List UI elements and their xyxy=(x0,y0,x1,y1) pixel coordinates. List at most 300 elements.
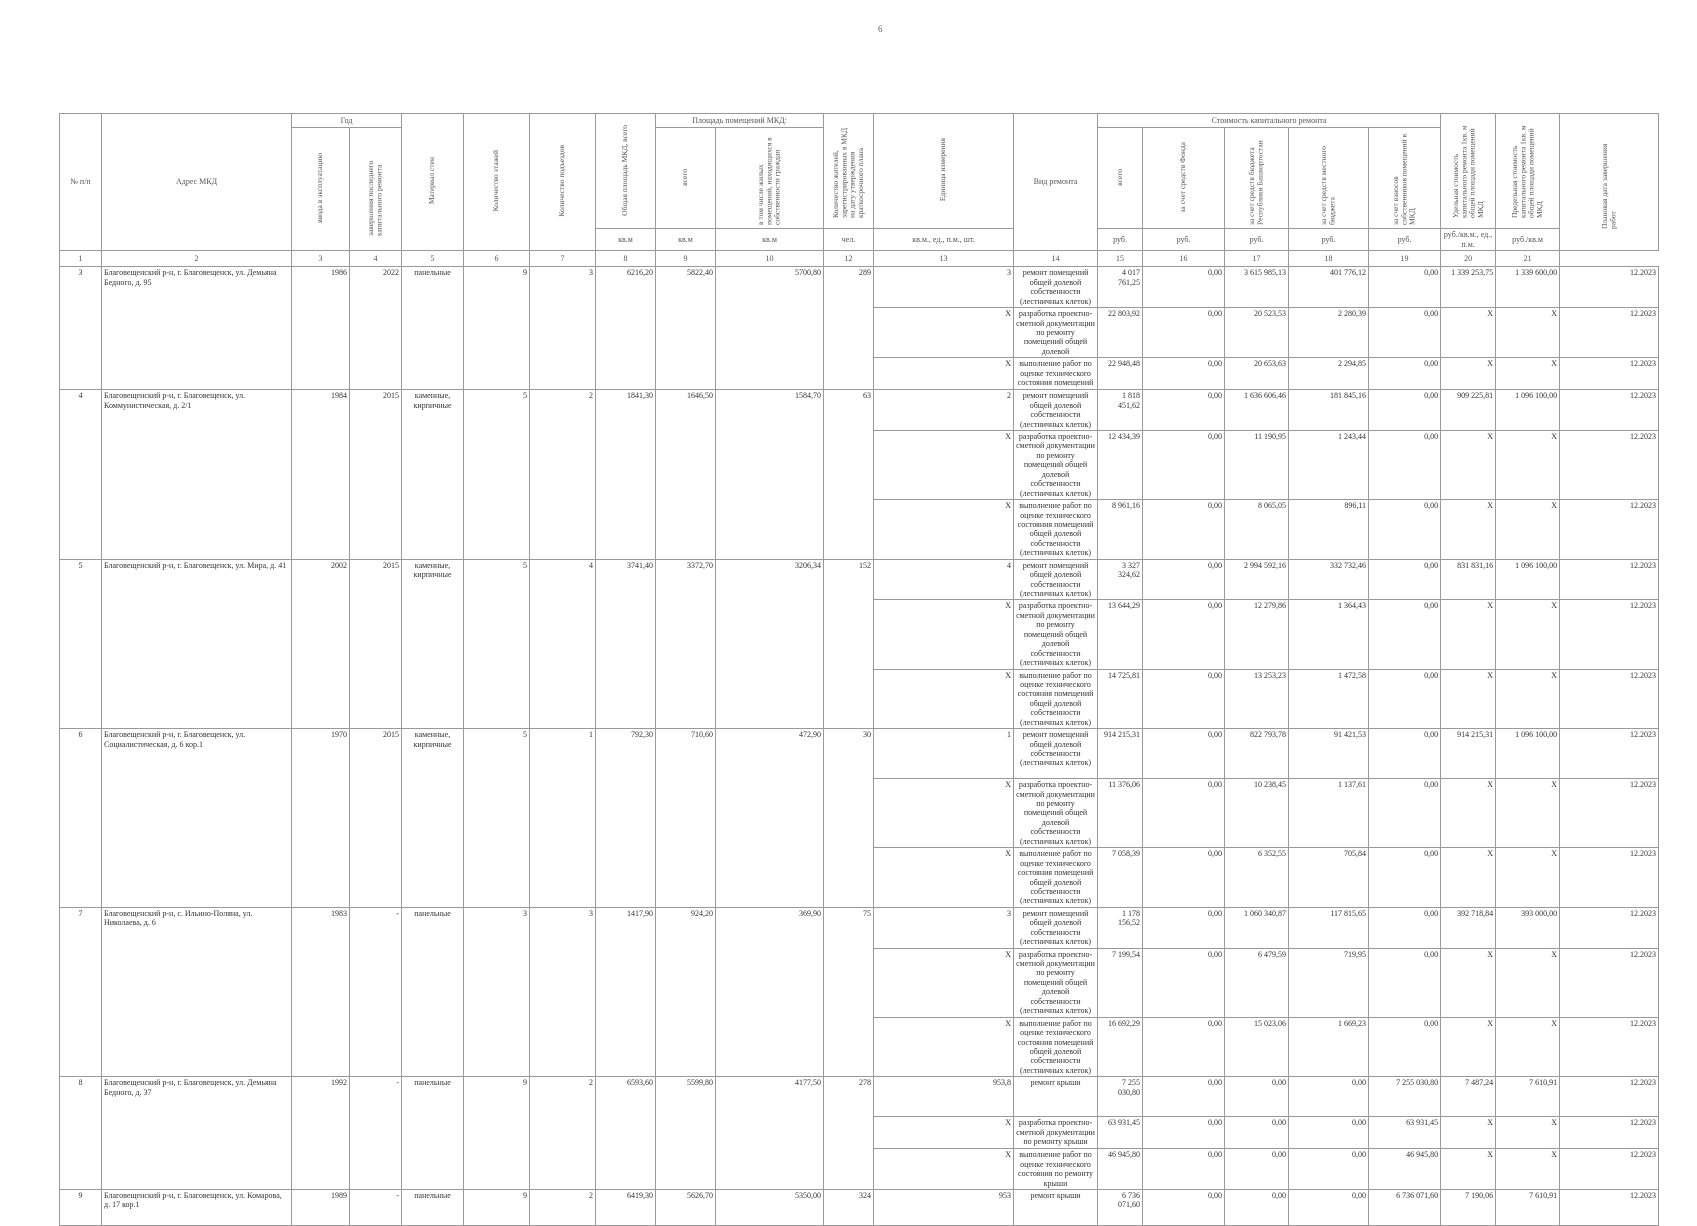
cost-republic: 1 636 606,46 xyxy=(1225,390,1289,431)
work-unit: 2 xyxy=(874,390,1014,431)
cost-local: 401 776,12 xyxy=(1289,267,1369,308)
repair-type: разработка проектно-сметной документации по ремонту помещений общей долевой собственности (лестничных клеток) xyxy=(1014,600,1098,669)
cost-local: 1 364,43 xyxy=(1289,600,1369,669)
year-built: 1986 xyxy=(292,267,350,390)
specific-cost: Х xyxy=(1441,1017,1496,1077)
repair-type: выполнение работ по оценке технического состояния по ремонту крыши xyxy=(1014,1149,1098,1190)
premises-area-total: 5626,70 xyxy=(656,1190,716,1226)
specific-cost: Х xyxy=(1441,308,1496,358)
work-unit: 3 xyxy=(874,907,1014,948)
year-last-repair: - xyxy=(350,1190,402,1226)
premises-area-owned: 369,90 xyxy=(716,907,824,1076)
house-address: Благовещенский р-н, г. Благовещенск, ул. Коммунистическая, д. 2/1 xyxy=(102,390,292,559)
header-specific-cost: Удельная стоимость капитального ремонта 1кв. м общей площади помещений МКД xyxy=(1441,114,1496,229)
repair-type: выполнение работ по оценке технического состояния помещений общей долевой собственности (лестничных клеток) xyxy=(1014,500,1098,560)
planned-date: 12.2023 xyxy=(1560,729,1659,779)
cost-fund: 0,00 xyxy=(1143,948,1225,1017)
specific-cost: Х xyxy=(1441,1117,1496,1149)
row-number: 6 xyxy=(60,729,102,908)
header-premises-area: Площадь помещений МКД: xyxy=(656,114,824,128)
header-entrances: Количество подъездов xyxy=(530,114,596,251)
cost-total: 12 434,39 xyxy=(1098,431,1143,500)
work-unit: Х xyxy=(874,1149,1014,1190)
residents-count: 63 xyxy=(824,390,874,559)
max-cost: Х xyxy=(1496,848,1560,908)
max-cost: 7 610,91 xyxy=(1496,1190,1560,1226)
premises-area-total: 5599,80 xyxy=(656,1077,716,1190)
cost-total: 22 948,48 xyxy=(1098,358,1143,390)
row-number: 3 xyxy=(60,267,102,390)
planned-date: 12.2023 xyxy=(1560,559,1659,600)
header-max-cost: Предельная стоимость капитального ремонта 1кв. м общей площади помещений МКД xyxy=(1496,114,1560,229)
max-cost: Х xyxy=(1496,669,1560,729)
column-number: 1 xyxy=(60,251,102,267)
entrances-count: 2 xyxy=(530,1190,596,1226)
table-row xyxy=(60,1190,1659,1226)
premises-area-total: 1646,50 xyxy=(656,390,716,559)
cost-fund: 0,00 xyxy=(1143,358,1225,390)
repair-plan-table xyxy=(59,113,1659,1226)
cost-republic: 3 615 985,13 xyxy=(1225,267,1289,308)
repair-type: выполнение работ по оценке технического состояния помещений xyxy=(1014,358,1098,390)
work-unit: Х xyxy=(874,1117,1014,1149)
cost-fund: 0,00 xyxy=(1143,1149,1225,1190)
header-year-last-repair: завершения последнего капитального ремонта xyxy=(350,128,402,251)
cost-owners: 0,00 xyxy=(1369,779,1441,848)
repair-type: разработка проектно-сметной документации по ремонту помещений общей долевой собственности (лестничных клеток) xyxy=(1014,948,1098,1017)
cost-republic: 12 279,86 xyxy=(1225,600,1289,669)
cost-local: 896,11 xyxy=(1289,500,1369,560)
cost-owners: 0,00 xyxy=(1369,907,1441,948)
unit-c15: руб. xyxy=(1143,229,1225,251)
cost-fund: 0,00 xyxy=(1143,1190,1225,1226)
residents-count: 30 xyxy=(824,729,874,908)
repair-type: разработка проектно-сметной документации по ремонту крыши xyxy=(1014,1117,1098,1149)
floors-count: 5 xyxy=(464,729,530,908)
cost-republic: 13 253,23 xyxy=(1225,669,1289,729)
cost-local: 332 732,46 xyxy=(1289,559,1369,600)
total-area: 6216,20 xyxy=(596,267,656,390)
row-number: 5 xyxy=(60,559,102,728)
cost-local: 1 472,58 xyxy=(1289,669,1369,729)
planned-date: 12.2023 xyxy=(1560,669,1659,729)
wall-material: панельные xyxy=(402,1190,464,1226)
cost-total: 16 692,29 xyxy=(1098,1017,1143,1077)
premises-area-total: 924,20 xyxy=(656,907,716,1076)
work-unit: Х xyxy=(874,848,1014,908)
cost-local: 0,00 xyxy=(1289,1077,1369,1117)
floors-count: 5 xyxy=(464,390,530,559)
cost-owners: 0,00 xyxy=(1369,308,1441,358)
column-number: 17 xyxy=(1225,251,1289,267)
table-row xyxy=(60,1077,1659,1117)
cost-fund: 0,00 xyxy=(1143,431,1225,500)
cost-fund: 0,00 xyxy=(1143,600,1225,669)
floors-count: 3 xyxy=(464,907,530,1076)
wall-material: каменные, кирпичные xyxy=(402,729,464,908)
header-cost: Стоимость капитального ремонта xyxy=(1098,114,1441,128)
column-number: 19 xyxy=(1369,251,1441,267)
cost-republic: 10 238,45 xyxy=(1225,779,1289,848)
table-row xyxy=(60,907,1659,948)
residents-count: 278 xyxy=(824,1077,874,1190)
specific-cost: Х xyxy=(1441,779,1496,848)
work-unit: Х xyxy=(874,358,1014,390)
max-cost: Х xyxy=(1496,600,1560,669)
work-unit: Х xyxy=(874,1017,1014,1077)
cost-local: 1 669,23 xyxy=(1289,1017,1369,1077)
planned-date: 12.2023 xyxy=(1560,779,1659,848)
unit-c16: руб. xyxy=(1225,229,1289,251)
entrances-count: 2 xyxy=(530,1077,596,1190)
wall-material: панельные xyxy=(402,1077,464,1190)
cost-total: 7 199,54 xyxy=(1098,948,1143,1017)
unit-c18: руб. xyxy=(1369,229,1441,251)
work-unit: Х xyxy=(874,779,1014,848)
total-area: 3741,40 xyxy=(596,559,656,728)
premises-area-owned: 5350,00 xyxy=(716,1190,824,1226)
planned-date: 12.2023 xyxy=(1560,500,1659,560)
total-area: 6419,30 xyxy=(596,1190,656,1226)
cost-republic: 20 523,53 xyxy=(1225,308,1289,358)
table-body xyxy=(60,267,1659,1226)
specific-cost: Х xyxy=(1441,358,1496,390)
cost-owners: 0,00 xyxy=(1369,500,1441,560)
cost-fund: 0,00 xyxy=(1143,390,1225,431)
premises-area-total: 710,60 xyxy=(656,729,716,908)
column-number: 10 xyxy=(716,251,824,267)
column-number: 9 xyxy=(656,251,716,267)
repair-type: ремонт крыши xyxy=(1014,1077,1098,1117)
residents-count: 289 xyxy=(824,267,874,390)
cost-owners: 0,00 xyxy=(1369,559,1441,600)
cost-republic: 0,00 xyxy=(1225,1077,1289,1117)
max-cost: 1 096 100,00 xyxy=(1496,390,1560,431)
column-number: 16 xyxy=(1143,251,1225,267)
cost-total: 63 931,45 xyxy=(1098,1117,1143,1149)
cost-republic: 822 793,78 xyxy=(1225,729,1289,779)
year-last-repair: 2015 xyxy=(350,729,402,908)
planned-date: 12.2023 xyxy=(1560,267,1659,308)
total-area: 792,30 xyxy=(596,729,656,908)
cost-total: 1 178 156,52 xyxy=(1098,907,1143,948)
total-area: 1841,30 xyxy=(596,390,656,559)
planned-date: 12.2023 xyxy=(1560,1077,1659,1117)
cost-fund: 0,00 xyxy=(1143,729,1225,779)
cost-republic: 8 065,05 xyxy=(1225,500,1289,560)
premises-area-owned: 1584,70 xyxy=(716,390,824,559)
header-year-commission: ввода в эксплуатацию xyxy=(292,128,350,251)
header-owners: за счет взносов собственников помещений в МКД xyxy=(1369,128,1441,229)
residents-count: 152 xyxy=(824,559,874,728)
year-last-repair: 2015 xyxy=(350,390,402,559)
column-number-row xyxy=(60,251,1659,267)
cost-fund: 0,00 xyxy=(1143,1117,1225,1149)
planned-date: 12.2023 xyxy=(1560,948,1659,1017)
floors-count: 9 xyxy=(464,1190,530,1226)
specific-cost: 909 225,81 xyxy=(1441,390,1496,431)
cost-republic: 2 994 592,16 xyxy=(1225,559,1289,600)
cost-republic: 6 352,55 xyxy=(1225,848,1289,908)
column-number: 3 xyxy=(292,251,350,267)
max-cost: Х xyxy=(1496,308,1560,358)
wall-material: каменные, кирпичные xyxy=(402,390,464,559)
cost-republic: 20 653,63 xyxy=(1225,358,1289,390)
specific-cost: Х xyxy=(1441,600,1496,669)
max-cost: Х xyxy=(1496,1017,1560,1077)
cost-owners: 0,00 xyxy=(1369,600,1441,669)
cost-owners: 0,00 xyxy=(1369,669,1441,729)
cost-republic: 0,00 xyxy=(1225,1149,1289,1190)
year-last-repair: - xyxy=(350,907,402,1076)
header-repair-type: Вид ремонта xyxy=(1014,114,1098,251)
planned-date: 12.2023 xyxy=(1560,390,1659,431)
cost-fund: 0,00 xyxy=(1143,267,1225,308)
table-row xyxy=(60,729,1659,779)
residents-count: 75 xyxy=(824,907,874,1076)
specific-cost: Х xyxy=(1441,431,1496,500)
work-unit: Х xyxy=(874,500,1014,560)
cost-republic: 1 060 340,87 xyxy=(1225,907,1289,948)
cost-fund: 0,00 xyxy=(1143,907,1225,948)
cost-total: 22 803,92 xyxy=(1098,308,1143,358)
cost-local: 0,00 xyxy=(1289,1149,1369,1190)
house-address: Благовещенский р-н, г. Благовещенск, ул. Демьяна Бедного, д. 95 xyxy=(102,267,292,390)
house-address: Благовещенский р-н, г. Благовещенск, ул. Комарова, д. 17 кор.1 xyxy=(102,1190,292,1226)
specific-cost: Х xyxy=(1441,669,1496,729)
unit-c9: кв.м xyxy=(656,229,716,251)
column-number: 14 xyxy=(1014,251,1098,267)
residents-count: 324 xyxy=(824,1190,874,1226)
cost-local: 2 294,85 xyxy=(1289,358,1369,390)
cost-owners: 63 931,45 xyxy=(1369,1117,1441,1149)
max-cost: Х xyxy=(1496,1117,1560,1149)
cost-total: 13 644,29 xyxy=(1098,600,1143,669)
year-built: 2002 xyxy=(292,559,350,728)
cost-total: 4 017 761,25 xyxy=(1098,267,1143,308)
repair-type: выполнение работ по оценке технического состояния помещений общей долевой собственности (лестничных клеток) xyxy=(1014,1017,1098,1077)
header-residents: Количество жителей, зарегистрированных в МКД на дату утверждения краткосрочного плана xyxy=(824,114,874,229)
header-unit: Единица измерения xyxy=(874,114,1014,229)
header-floors: Количество этажей xyxy=(464,114,530,251)
max-cost: 1 339 600,00 xyxy=(1496,267,1560,308)
cost-owners: 0,00 xyxy=(1369,431,1441,500)
column-number: 6 xyxy=(464,251,530,267)
cost-total: 6 736 071,60 xyxy=(1098,1190,1143,1226)
header-year: Год xyxy=(292,114,402,128)
entrances-count: 3 xyxy=(530,267,596,390)
max-cost: 7 610,91 xyxy=(1496,1077,1560,1117)
cost-total: 1 818 451,62 xyxy=(1098,390,1143,431)
house-address: Благовещенский р-н, г. Благовещенск, ул. Мира, д. 41 xyxy=(102,559,292,728)
repair-type: ремонт помещений общей долевой собственности (лестничных клеток) xyxy=(1014,267,1098,308)
unit-c19: руб./кв.м., ед., п.м. xyxy=(1441,229,1496,251)
cost-total: 11 376,06 xyxy=(1098,779,1143,848)
column-number: 2 xyxy=(102,251,292,267)
repair-type: выполнение работ по оценке технического состояния помещений общей долевой собственности (лестничных клеток) xyxy=(1014,669,1098,729)
cost-total: 3 327 324,62 xyxy=(1098,559,1143,600)
column-number: 13 xyxy=(874,251,1014,267)
premises-area-owned: 5700,80 xyxy=(716,267,824,390)
row-number: 4 xyxy=(60,390,102,559)
unit-c10: кв.м xyxy=(716,229,824,251)
planned-date: 12.2023 xyxy=(1560,848,1659,908)
specific-cost: 392 718,84 xyxy=(1441,907,1496,948)
cost-republic: 15 023,06 xyxy=(1225,1017,1289,1077)
planned-date: 12.2023 xyxy=(1560,358,1659,390)
max-cost: Х xyxy=(1496,358,1560,390)
work-unit: Х xyxy=(874,600,1014,669)
table-row xyxy=(60,559,1659,600)
cost-owners: 0,00 xyxy=(1369,848,1441,908)
header-planned-date: Плановая дата завершения работ xyxy=(1560,114,1659,251)
repair-type: разработка проектно-сметной документации по ремонту помещений общей долевой собственности (лестничных клеток) xyxy=(1014,779,1098,848)
cost-local: 705,84 xyxy=(1289,848,1369,908)
column-number: 5 xyxy=(402,251,464,267)
work-unit: Х xyxy=(874,948,1014,1017)
unit-c17: руб. xyxy=(1289,229,1369,251)
repair-type: ремонт крыши xyxy=(1014,1190,1098,1226)
specific-cost: 7 190,06 xyxy=(1441,1190,1496,1226)
year-last-repair: - xyxy=(350,1077,402,1190)
repair-type: ремонт помещений общей долевой собственности (лестничных клеток) xyxy=(1014,907,1098,948)
header-total-area: Общая площадь МКД, всего xyxy=(596,114,656,229)
work-unit: 1 xyxy=(874,729,1014,779)
cost-owners: 0,00 xyxy=(1369,390,1441,431)
year-built: 1984 xyxy=(292,390,350,559)
specific-cost: Х xyxy=(1441,1149,1496,1190)
floors-count: 9 xyxy=(464,267,530,390)
wall-material: каменные, кирпичные xyxy=(402,559,464,728)
cost-fund: 0,00 xyxy=(1143,308,1225,358)
max-cost: 393 000,00 xyxy=(1496,907,1560,948)
unit-c8: кв.м xyxy=(596,229,656,251)
floors-count: 9 xyxy=(464,1077,530,1190)
header-local: за счет средств местного бюджета xyxy=(1289,128,1369,229)
max-cost: Х xyxy=(1496,431,1560,500)
premises-area-total: 5822,40 xyxy=(656,267,716,390)
cost-fund: 0,00 xyxy=(1143,559,1225,600)
planned-date: 12.2023 xyxy=(1560,1117,1659,1149)
header-premises-total: всего xyxy=(656,128,716,229)
cost-local: 0,00 xyxy=(1289,1190,1369,1226)
cost-total: 7 255 030,80 xyxy=(1098,1077,1143,1117)
work-unit: Х xyxy=(874,669,1014,729)
repair-type: ремонт помещений общей долевой собственности (лестничных клеток) xyxy=(1014,559,1098,600)
cost-total: 14 725,81 xyxy=(1098,669,1143,729)
year-last-repair: 2022 xyxy=(350,267,402,390)
work-unit: 4 xyxy=(874,559,1014,600)
cost-fund: 0,00 xyxy=(1143,848,1225,908)
cost-owners: 0,00 xyxy=(1369,358,1441,390)
year-built: 1989 xyxy=(292,1190,350,1226)
entrances-count: 2 xyxy=(530,390,596,559)
specific-cost: Х xyxy=(1441,848,1496,908)
cost-republic: 11 190,95 xyxy=(1225,431,1289,500)
premises-area-total: 3372,70 xyxy=(656,559,716,728)
cost-fund: 0,00 xyxy=(1143,500,1225,560)
entrances-count: 4 xyxy=(530,559,596,728)
unit-c11: чел. xyxy=(824,229,874,251)
cost-local: 719,95 xyxy=(1289,948,1369,1017)
planned-date: 12.2023 xyxy=(1560,431,1659,500)
max-cost: 1 096 100,00 xyxy=(1496,729,1560,779)
cost-owners: 0,00 xyxy=(1369,267,1441,308)
column-number: 15 xyxy=(1098,251,1143,267)
planned-date: 12.2023 xyxy=(1560,1149,1659,1190)
repair-type: выполнение работ по оценке технического состояния помещений общей долевой собственности (лестничных клеток) xyxy=(1014,848,1098,908)
max-cost: Х xyxy=(1496,948,1560,1017)
header-no: № п/п xyxy=(60,114,102,251)
cost-republic: 0,00 xyxy=(1225,1117,1289,1149)
specific-cost: 831 831,16 xyxy=(1441,559,1496,600)
column-number: 21 xyxy=(1496,251,1560,267)
cost-local: 2 280,39 xyxy=(1289,308,1369,358)
planned-date: 12.2023 xyxy=(1560,1190,1659,1226)
planned-date: 12.2023 xyxy=(1560,907,1659,948)
column-number: 20 xyxy=(1441,251,1496,267)
cost-owners: 6 736 071,60 xyxy=(1369,1190,1441,1226)
cost-fund: 0,00 xyxy=(1143,779,1225,848)
entrances-count: 1 xyxy=(530,729,596,908)
cost-local: 0,00 xyxy=(1289,1117,1369,1149)
cost-local: 1 137,61 xyxy=(1289,779,1369,848)
specific-cost: 7 487,24 xyxy=(1441,1077,1496,1117)
planned-date: 12.2023 xyxy=(1560,308,1659,358)
cost-fund: 0,00 xyxy=(1143,1017,1225,1077)
cost-republic: 6 479,59 xyxy=(1225,948,1289,1017)
column-number: 12 xyxy=(824,251,874,267)
cost-total: 46 945,80 xyxy=(1098,1149,1143,1190)
year-last-repair: 2015 xyxy=(350,559,402,728)
specific-cost: Х xyxy=(1441,500,1496,560)
house-address: Благовещенский р-н, с. Ильино-Поляна, ул. Николаева, д. 6 xyxy=(102,907,292,1076)
house-address: Благовещенский р-н, г. Благовещенск, ул. Социалистическая, д. 6 кор.1 xyxy=(102,729,292,908)
wall-material: панельные xyxy=(402,907,464,1076)
cost-owners: 7 255 030,80 xyxy=(1369,1077,1441,1117)
repair-type: ремонт помещений общей долевой собственности (лестничных клеток) xyxy=(1014,390,1098,431)
header-cost-total: всего xyxy=(1098,128,1143,229)
row-number: 9 xyxy=(60,1190,102,1226)
table-row xyxy=(60,390,1659,431)
column-number: 8 xyxy=(596,251,656,267)
cost-local: 1 243,44 xyxy=(1289,431,1369,500)
floors-count: 5 xyxy=(464,559,530,728)
work-unit: 3 xyxy=(874,267,1014,308)
cost-total: 8 961,16 xyxy=(1098,500,1143,560)
header-wall-material: Материал стен xyxy=(402,114,464,251)
table-row xyxy=(60,267,1659,308)
header-address: Адрес МКД xyxy=(102,114,292,251)
unit-c12: кв.м., ед., п.м., шт. xyxy=(874,229,1014,251)
column-number: 7 xyxy=(530,251,596,267)
cost-local: 117 815,65 xyxy=(1289,907,1369,948)
planned-date: 12.2023 xyxy=(1560,1017,1659,1077)
max-cost: Х xyxy=(1496,1149,1560,1190)
year-built: 1970 xyxy=(292,729,350,908)
header-premises-owned: в том числе жилых помещений, находящихся в собственности граждан xyxy=(716,128,824,229)
year-built: 1983 xyxy=(292,907,350,1076)
unit-c14: руб. xyxy=(1098,229,1143,251)
premises-area-owned: 4177,50 xyxy=(716,1077,824,1190)
page-number: 6 xyxy=(878,24,883,34)
table-header xyxy=(60,114,1659,267)
row-number: 8 xyxy=(60,1077,102,1190)
cost-fund: 0,00 xyxy=(1143,1077,1225,1117)
premises-area-owned: 472,90 xyxy=(716,729,824,908)
cost-republic: 0,00 xyxy=(1225,1190,1289,1226)
work-unit: Х xyxy=(874,431,1014,500)
